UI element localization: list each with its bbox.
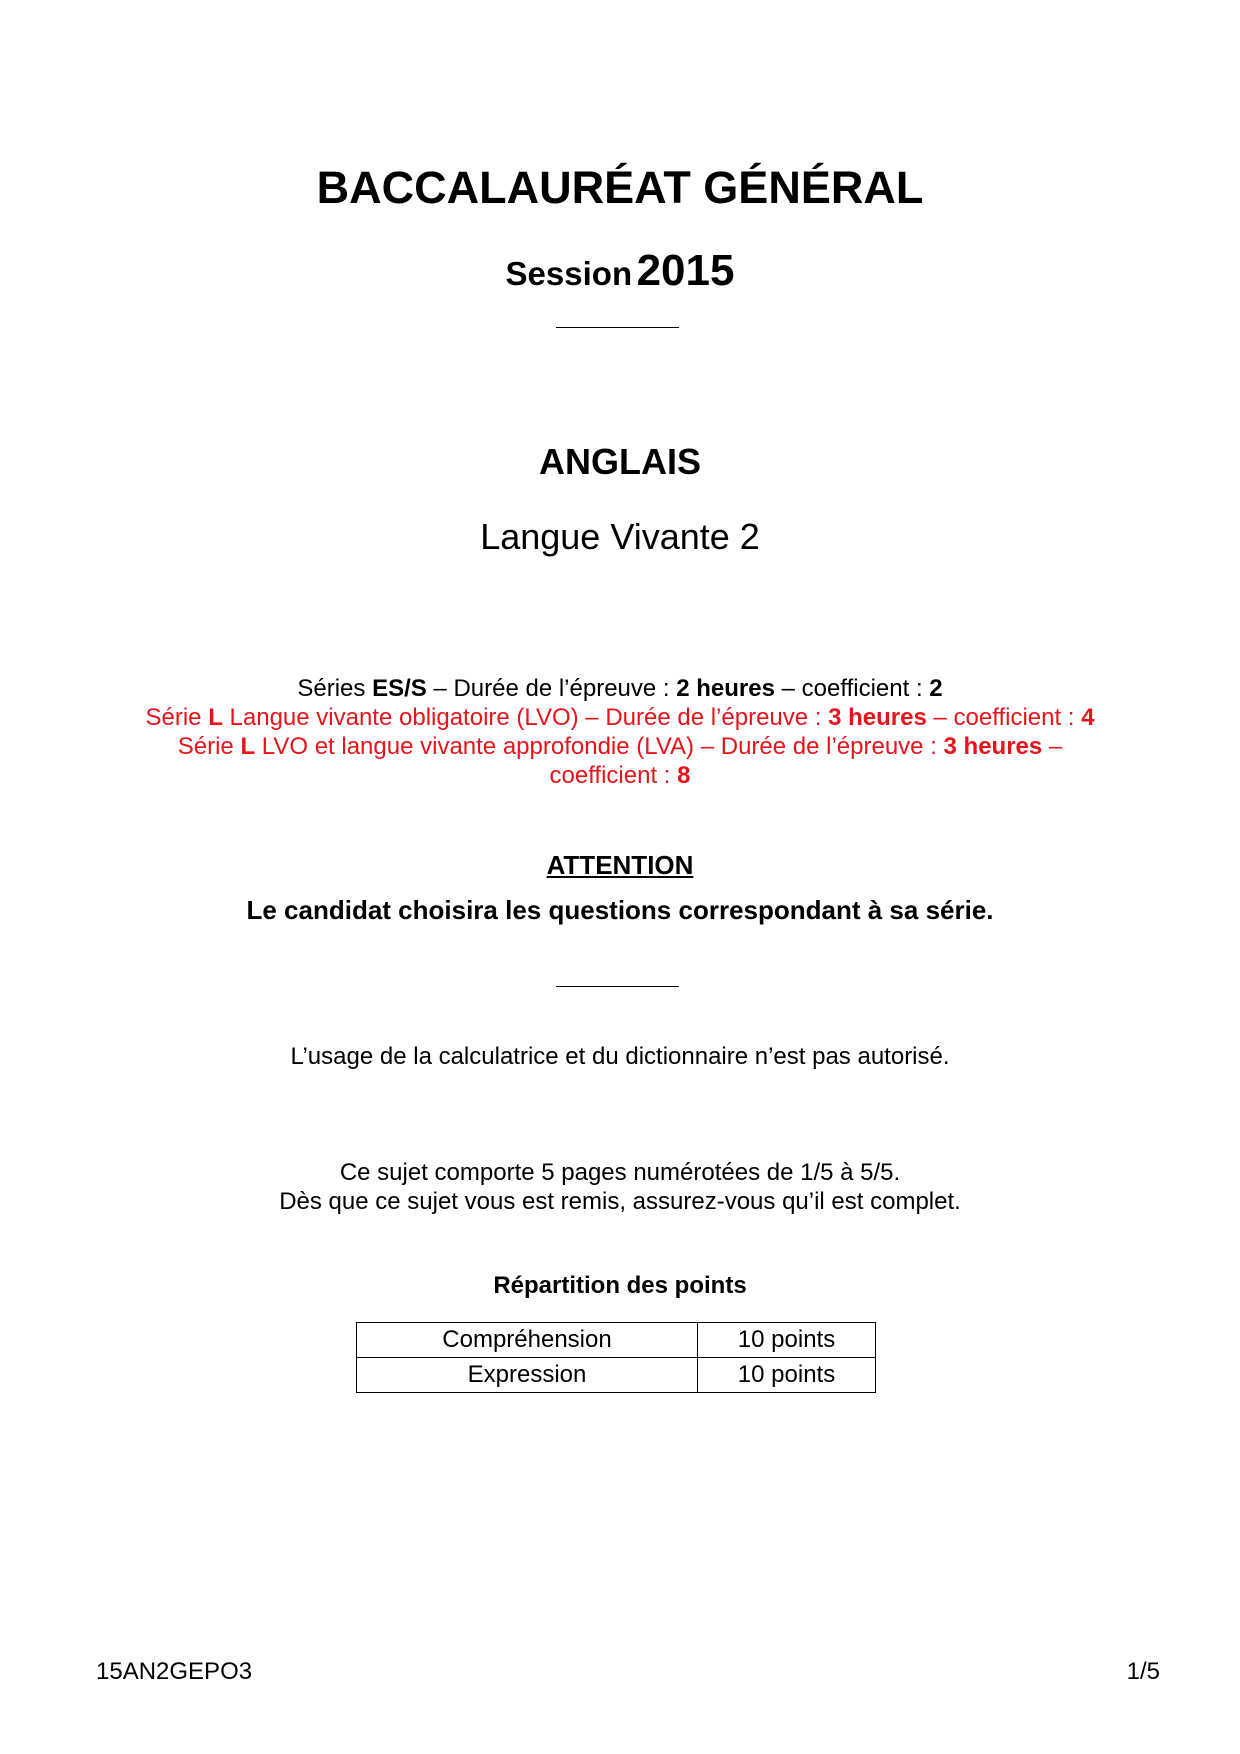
footer-page-number: 1/5 — [1126, 1658, 1160, 1685]
session-year: 2015 — [636, 246, 735, 295]
points-label: Compréhension — [357, 1323, 698, 1358]
series-line-l-lva-coefficient: coefficient : 8 — [549, 762, 691, 789]
attention-heading: ATTENTION — [546, 850, 694, 880]
points-table — [356, 1322, 876, 1393]
series-line-l-lvo: Série L Langue vivante obligatoire (LVO) – Durée de l’épreuve : 3 heures – coefficient : 4 — [145, 704, 1095, 731]
pages-count: Ce sujet comporte 5 pages numérotées de 1/5 à 5/5. — [339, 1159, 901, 1186]
points-title: Répartition des points — [493, 1272, 747, 1299]
session-line — [0, 246, 1240, 296]
points-value: 10 points — [698, 1358, 876, 1393]
attention-text: Le candidat choisira les questions correspondant à sa série. — [246, 895, 994, 925]
divider — [556, 327, 679, 328]
pages-info — [0, 1158, 1240, 1216]
table-row — [357, 1323, 876, 1358]
usage-notice: L’usage de la calculatrice et du dictionnaire n’est pas autorisé. — [290, 1043, 950, 1070]
exam-title: BACCALAURÉAT GÉNÉRAL — [316, 162, 924, 213]
session-word: Session — [505, 255, 633, 292]
series-line-l-lva: Série L LVO et langue vivante approfondie (LVA) – Durée de l’épreuve : 3 heures – — [177, 733, 1063, 760]
subject-level: Langue Vivante 2 — [480, 516, 760, 557]
footer-code: 15AN2GEPO3 — [96, 1658, 253, 1685]
points-label: Expression — [357, 1358, 698, 1393]
series-info — [0, 674, 1240, 790]
points-value: 10 points — [698, 1323, 876, 1358]
pages-check: Dès que ce sujet vous est remis, assurez-vous qu’il est complet. — [279, 1188, 961, 1215]
table-row — [357, 1358, 876, 1393]
subject-name: ANGLAIS — [539, 441, 701, 482]
divider — [556, 986, 679, 987]
series-line-es-s: Séries ES/S – Durée de l’épreuve : 2 heures – coefficient : 2 — [297, 675, 943, 702]
